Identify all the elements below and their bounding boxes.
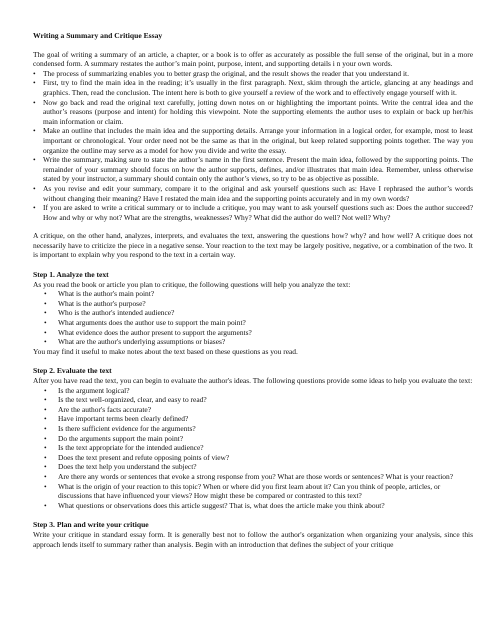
list-item: • Does the text present and refute opposing points of view? [44,453,473,463]
list-item: • What is the author's main point? [44,289,473,299]
critique-intro-paragraph: A critique, on the other hand, analyzes, interprets, and evaluates the text, answering the questions how? why? and how well? A critique does not necessarily have to criticize the piece in a negative sense. Your reaction to the text may be largely positive, negative, or a combination of the two. It is important to explain why you respond to the text in a certain way. [33,231,473,260]
list-item: • Do the arguments support the main point? [44,434,473,444]
step3-lead: Write your critique in standard essay form. It is generally best not to follow the author's organization when organizing your analysis, since this approach lends itself to summary rather than analysis. Begin with an introduction that defines the subject of your critique [33,529,473,549]
intro-paragraph: The goal of writing a summary of an article, a chapter, or a book is to offer as accurately as possible the full sense of the original, but in a more condensed form. A summary restates the author’s main point, purpose, intent, and supporting details i n your own words. [33,49,473,69]
summary-bullet: • If you are asked to write a critical summary or to include a critique, you may want to ask yourself questions such as: Does the author succeed? How and why or why not? What are the strengths, weaknesses? Why? What did the author do well? Not well? Why? [33,203,473,222]
step1-heading: Step 1. Analyze the text [33,270,109,280]
step1-lead: As you read the book or article you plan to critique, the following questions will help you analyze the text: [33,279,351,289]
list-item: • Are the author's facts accurate? [44,405,473,415]
summary-bullet: • The process of summarizing enables you to better grasp the original, and the result shows the reader that you understand it. [33,69,473,79]
list-item: • What is the author's purpose? [44,299,473,309]
list-item: • Are there any words or sentences that evoke a strong response from you? What are those words or sentences? What is your reaction? [44,472,473,482]
step2-lead: After you have read the text, you can begin to evaluate the author's ideas. The following questions provide some ideas to help you evaluate the text: [33,376,473,385]
list-item: • Is the text appropriate for the intended audience? [44,443,473,453]
summary-bullet: • First, try to find the main idea in the reading; it’s usually in the first paragraph. Next, skim through the article, glancing at any headings and graphics. Then, read the conclusion. The intent here is both to give yourself a review of the work and to effectively engage yourself with it. [33,78,473,97]
step1-note: You may find it useful to make notes about the text based on these questions as you read. [33,346,298,356]
step2-heading: Step 2. Evaluate the text [33,366,112,376]
summary-bullet: • Now go back and read the original text carefully, jotting down notes on or highlighting the important points. Write the central idea and the author’s reasons (purpose and intent) for holding this viewpoint. Note the supporting elements the author uses to explain or back up her/his main information or claim. [33,98,473,127]
summary-bullet-list [33,69,473,223]
list-item: • What evidence does the author present to support the arguments? [44,328,473,338]
summary-bullet: • As you revise and edit your summary, compare it to the original and ask yourself questions such as: Have I rephrased the author’s words without changing their meaning? Have I restated the main idea and the supporting points accurately and in my own words? [33,184,473,203]
list-item: • What arguments does the author use to support the main point? [44,318,473,328]
step2-question-list [33,386,473,511]
list-item: • What are the author's underlying assumptions or biases? [44,337,473,347]
step3-heading: Step 3. Plan and write your critique [33,520,149,530]
list-item: • What questions or observations does this article suggest? That is, what does the article make you think about? [44,501,473,511]
summary-bullet: • Write the summary, making sure to state the author’s name in the first sentence. Present the main idea, followed by the supporting points. The remainder of your summary should focus on how the author supports, defines, and/or illustrates that main idea. Remember, unless otherwise stated by your instructor, a summary should contain only the author’s views, so try to be as objective as possible. [33,155,473,184]
list-item: • Does the text help you understand the subject? [44,462,473,472]
document-title: Writing a Summary and Critique Essay [33,31,163,40]
list-item: • Who is the author's intended audience? [44,308,473,318]
step1-question-list [33,289,473,347]
summary-bullet: • Make an outline that includes the main idea and the supporting details. Arrange your information in a logical order, for example, most to least important or chronological. Your order need not be the same as that in the original, but keep related supporting points together. The way you organize the outline may serve as a model for how you divide and write the essay. [33,126,473,155]
list-item: • Have important terms been clearly defined? [44,414,473,424]
list-item: • Is the argument logical? [44,386,473,396]
list-item: • Is there sufficient evidence for the arguments? [44,424,473,434]
list-item: • Is the text well-organized, clear, and easy to read? [44,395,473,405]
list-item: • What is the origin of your reaction to this topic? When or where did you first learn about it? Can you think of people, articles, or discussions that have influenced your views? How might these be compared or contrasted to this text? [44,482,473,501]
